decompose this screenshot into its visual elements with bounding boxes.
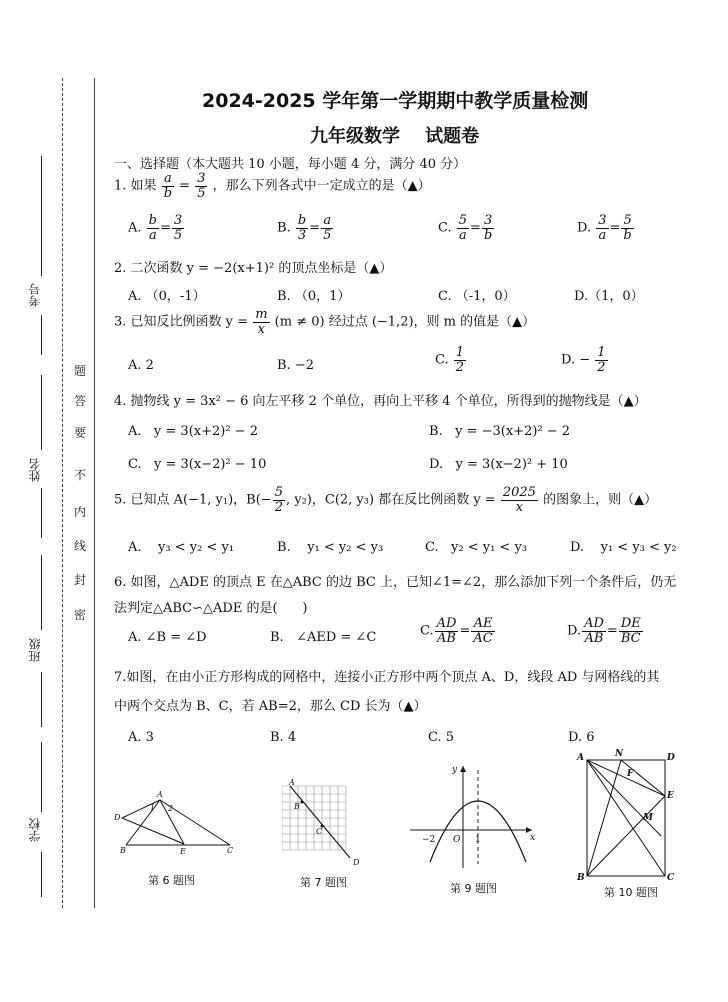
- frac-num: 1: [597, 345, 606, 360]
- question-4: 4. 抛物线 y = 3x² − 6 向左平移 2 个单位，再向上平移 4 个单位，所得到的抛物线是（▲）: [114, 394, 647, 409]
- frac-num: 3: [482, 214, 494, 229]
- q5-option-a: A. y₃ < y₂ < y₁: [128, 540, 235, 555]
- q7-option-d: D. 6: [568, 730, 595, 745]
- fig9-label-y: y: [452, 765, 458, 775]
- q2-option-b: B. （0，1）: [277, 289, 351, 304]
- opt-frac: [595, 346, 607, 374]
- q4-option-b: B. y = −3(x+2)² − 2: [429, 424, 571, 439]
- q5-frac-fn: [501, 486, 538, 514]
- fig10-label-n: N: [615, 749, 624, 759]
- solid-margin-line: [94, 78, 95, 908]
- opt-frac: [582, 617, 606, 645]
- option-label: D.: [567, 623, 582, 639]
- frac-num: b: [297, 213, 307, 228]
- frac-num: DE: [620, 616, 641, 631]
- figure-7: [282, 778, 364, 868]
- opt-frac: [454, 346, 466, 374]
- opt-frac: [471, 617, 494, 645]
- fig9-label-neg2: −2: [422, 835, 436, 845]
- question-3: [114, 308, 535, 336]
- section-heading: 一、选择题（本大题共 10 小题，每小题 4 分，满分 40 分）: [114, 157, 467, 172]
- field-line-name: [41, 375, 42, 450]
- q3-prefix: 3. 已知反比例函数 y =: [114, 314, 249, 330]
- q5-prefix: 5. 已知点 A(−1, y₁)，B(−: [114, 492, 272, 508]
- fig6-label-a: A: [157, 790, 163, 799]
- fig10-label-f: F: [627, 769, 634, 779]
- seal-char-5: 内: [74, 505, 87, 519]
- field-label-school: 学校: [28, 818, 42, 842]
- fig6-label-1: 1: [150, 803, 156, 812]
- field-label-class: 班级: [28, 638, 42, 662]
- q4-option-d: D. y = 3(x−2)² + 10: [429, 457, 568, 472]
- frac-num: 5: [274, 485, 283, 500]
- fig10-label-c: C: [667, 873, 675, 880]
- question-6-line1: 6. 如图，△ADE 的顶点 E 在△ABC 的边 BC 上，已知∠1=∠2，那么添加下列一个条件后，仍无: [114, 575, 677, 590]
- q6-option-d: D. $\frac{AD}{AB}$ = $\frac{DE}{BC}$: [567, 616, 641, 646]
- seal-char-8: 密: [74, 608, 87, 622]
- option-label: C.: [438, 220, 452, 236]
- fig10-label-a: A: [577, 753, 584, 763]
- opt-frac: [619, 617, 643, 645]
- opt-frac: [482, 214, 494, 242]
- opt-frac: [596, 214, 608, 242]
- frac-num: AD: [584, 616, 604, 631]
- field-label-exam-number: 考号: [28, 283, 42, 307]
- frac-num: a: [162, 172, 174, 187]
- frac-num: 3: [197, 171, 206, 186]
- frac-den: 5: [323, 227, 332, 243]
- figure-6: [112, 788, 242, 858]
- seal-char-7: 封: [74, 573, 87, 587]
- field-line-exam-number-2: [41, 315, 42, 355]
- page-title: 2024-2025 学年第一学期期中教学质量检测: [202, 90, 589, 112]
- frac-den: 2: [597, 359, 606, 375]
- seal-char-4: 不: [74, 468, 87, 482]
- option-label: D. −: [561, 352, 591, 368]
- opt-frac: [321, 214, 333, 242]
- frac-num: b: [148, 213, 157, 228]
- q1-prefix: 1. 如果: [114, 178, 157, 194]
- q3-frac: [253, 308, 269, 336]
- q1-option-a: A. $\frac{b}{a}$ = $\frac{3}{5}$: [128, 213, 183, 243]
- q3-option-b: B. −2: [277, 358, 314, 373]
- frac-num: AE: [471, 617, 494, 632]
- q1-option-b: B. $\frac{b}{3}$ = $\frac{a}{5}$: [277, 213, 332, 243]
- option-label: A.: [128, 220, 142, 236]
- frac-den: 2: [455, 359, 465, 375]
- fig10-label-d: D: [667, 753, 675, 763]
- field-line-school-2: [41, 852, 42, 897]
- fig9-label-o: O: [453, 835, 461, 845]
- fig6-label-b: B: [120, 846, 126, 855]
- question-6-line2: 法判定△ABC∽△ADE 的是( ): [114, 601, 308, 616]
- fig6-label-2: 2: [168, 804, 174, 813]
- q6-option-c: C. $\frac{AD}{AB}$ = $\frac{AE}{AC}$: [420, 616, 493, 646]
- fig9-label-1: 1: [475, 835, 481, 845]
- q3-option-d: [561, 346, 609, 374]
- frac-den: AC: [473, 630, 493, 646]
- q5-suffix: 的图象上，则（▲）: [543, 492, 658, 508]
- field-line-class: [41, 555, 42, 630]
- option-label: B.: [277, 220, 291, 236]
- option-label: C.: [420, 623, 434, 639]
- frac-den: a: [598, 227, 607, 243]
- q7-option-b: B. 4: [270, 730, 297, 745]
- question-7-line2: 中两个交点为 B、C，若 AB=2，那么 CD 长为（▲）: [114, 699, 427, 714]
- fig6-label-e: E: [180, 847, 186, 856]
- opt-frac: [435, 617, 459, 645]
- opt-frac: [457, 214, 469, 242]
- frac-den: AB: [584, 630, 604, 646]
- field-label-name: 姓名: [28, 458, 42, 482]
- question-5: [114, 486, 657, 514]
- seal-char-1: 题: [74, 364, 87, 378]
- q6-option-b: B. ∠AED = ∠C: [270, 630, 377, 645]
- frac-num: 5: [621, 214, 633, 229]
- q5-mid: , y₂)，C(2, y₃) 都在反比例函数 y =: [285, 492, 496, 508]
- frac-den: b: [163, 185, 173, 201]
- q5-frac-b: [273, 486, 285, 514]
- figure-9-caption: 第 9 题图: [450, 882, 497, 895]
- frac-den: x: [515, 499, 524, 515]
- frac-num: m: [255, 307, 268, 322]
- q1-frac-right: [195, 172, 207, 200]
- fig6-label-c: C: [227, 846, 234, 855]
- frac-den: a: [148, 227, 157, 243]
- fig10-label-e: E: [667, 791, 674, 801]
- q5-option-b: B. y₁ < y₂ < y₃: [277, 540, 384, 555]
- field-line-exam-number: [41, 156, 42, 276]
- fig9-label-x: x: [530, 833, 536, 843]
- q1-frac-left: [162, 172, 174, 200]
- seal-char-2: 答: [74, 394, 87, 408]
- frac-num: 5: [458, 213, 468, 228]
- q3-suffix: (m ≠ 0) 经过点 (−1,2)，则 m 的值是（▲）: [274, 314, 536, 330]
- figure-10-caption: 第 10 题图: [604, 886, 658, 899]
- frac-den: BC: [620, 630, 641, 646]
- q6-option-a: A. ∠B = ∠D: [128, 630, 207, 645]
- question-1: [114, 172, 431, 200]
- option-label: C.: [435, 352, 449, 368]
- seal-char-6: 线: [74, 539, 87, 553]
- figure-7-caption: 第 7 题图: [300, 876, 347, 889]
- q4-option-c: C. y = 3(x−2)² − 10: [128, 457, 267, 472]
- frac-den: b: [623, 227, 632, 243]
- q7-option-a: A. 3: [128, 730, 154, 745]
- frac-den: AB: [437, 630, 456, 646]
- fig7-label-c: C: [316, 827, 323, 836]
- opt-frac: [296, 214, 308, 242]
- dashed-fold-line: [62, 78, 63, 908]
- q3-option-c: [435, 346, 467, 374]
- q1-suffix: ，那么下列各式中一定成立的是（▲）: [212, 178, 431, 194]
- frac-den: x: [257, 321, 266, 337]
- frac-num: AD: [436, 616, 457, 631]
- page-subtitle: 九年级数学 试题卷: [310, 126, 480, 147]
- field-line-class-2: [41, 672, 42, 727]
- q2-option-d: D.（1，0）: [574, 289, 644, 304]
- q5-option-c: C. y₂ < y₁ < y₃: [425, 540, 527, 555]
- frac-num: a: [321, 214, 333, 229]
- figure-10: [573, 746, 683, 880]
- q1-option-d: D. $\frac{3}{a}$ = $\frac{5}{b}$: [577, 213, 632, 243]
- field-line-school: [41, 742, 42, 812]
- opt-frac: [621, 214, 633, 242]
- fig7-label-a: A: [289, 778, 295, 787]
- fig10-label-m: M: [643, 813, 653, 823]
- figure-9: [408, 760, 540, 870]
- opt-frac: [147, 214, 159, 242]
- question-7-line1: 7.如图，在由小正方形构成的网格中，连接小正方形中两个顶点 A、D，线段 AD 与网格线的其: [114, 670, 660, 685]
- q1-option-c: C. $\frac{5}{a}$ = $\frac{3}{b}$: [438, 213, 493, 243]
- frac-den: a: [459, 227, 467, 243]
- q4-option-a: A. y = 3(x+2)² − 2: [128, 424, 258, 439]
- opt-frac: [172, 214, 184, 242]
- q3-option-a: A. 2: [128, 358, 154, 373]
- q2-option-c: C. （-1，0）: [438, 289, 516, 304]
- frac-den: 5: [173, 227, 183, 243]
- frac-num: 3: [598, 213, 607, 228]
- frac-num: 1: [455, 345, 465, 360]
- frac-den: 3: [297, 227, 307, 243]
- question-2: 2. 二次函数 y = −2(x+1)² 的顶点坐标是（▲）: [114, 261, 393, 276]
- frac-den: 5: [197, 185, 206, 201]
- frac-num: 2025: [502, 485, 536, 500]
- q2-option-a: A. （0，-1）: [128, 289, 206, 304]
- frac-num: 3: [173, 213, 183, 228]
- fig10-label-b: B: [577, 873, 585, 880]
- fig7-label-b: B: [294, 802, 300, 811]
- frac-den: 2: [274, 499, 283, 515]
- q7-option-c: C. 5: [428, 730, 455, 745]
- fig7-label-d: D: [353, 858, 360, 867]
- frac-den: b: [483, 227, 493, 243]
- seal-char-3: 要: [74, 426, 87, 440]
- option-label: D.: [577, 220, 592, 236]
- q5-option-d: D. y₁ < y₃ < y₂: [570, 540, 677, 555]
- fig6-label-d: D: [114, 813, 121, 822]
- figure-6-caption: 第 6 题图: [148, 874, 195, 887]
- field-line-name-2: [41, 488, 42, 538]
- q1-eq: =: [179, 178, 191, 194]
